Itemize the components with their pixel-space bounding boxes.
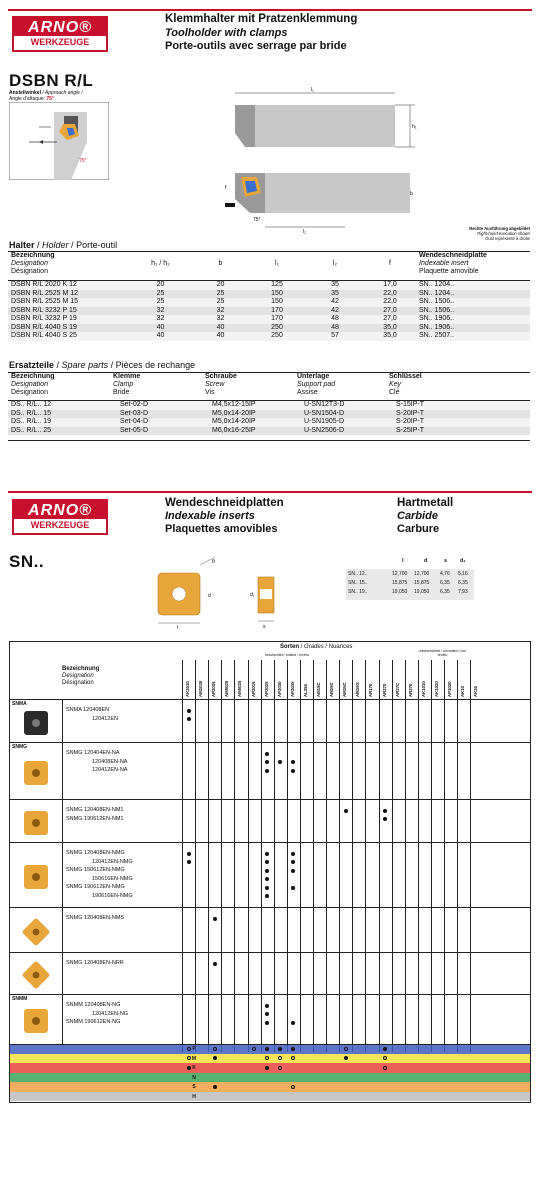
spare-rows xyxy=(8,400,530,435)
insert-icon xyxy=(24,811,48,835)
dim-cell: 19,050 xyxy=(414,589,430,595)
grade-dot xyxy=(213,917,217,921)
grade-header: AR370 xyxy=(407,683,413,697)
approach-angle: Anstellwinkel / Approach angle / Angle d'attaque: 75° xyxy=(9,90,83,102)
coated-label: beschichtet / coated / revêtu xyxy=(265,653,309,657)
iso-label: S xyxy=(192,1084,196,1090)
grade-header: AM35C xyxy=(342,682,348,697)
title-de: Klemmhalter mit Pratzenklemmung xyxy=(165,13,358,25)
grade-header: AR27C xyxy=(394,682,400,697)
insert-icon xyxy=(22,917,51,946)
title2-en: Indexable inserts xyxy=(165,510,255,522)
iso-label: H xyxy=(192,1093,196,1100)
holder-top-view xyxy=(215,85,420,165)
dim-cell: SN.. 15.. xyxy=(348,580,368,586)
insert-designation: SNMG 120408EN-NMG xyxy=(66,850,125,856)
insert-icon xyxy=(24,711,48,735)
iso-dot xyxy=(187,1047,191,1051)
holder-row: DSBN R/L 3232 P 19 32 32 170 48 27,0 SN.. 1906.. xyxy=(8,315,530,324)
iso-dot xyxy=(265,1066,269,1070)
holder-row: DSBN R/L 4040 S 25 40 40 250 57 35,0 SN.. 2507.. xyxy=(8,332,530,341)
svg-text:s: s xyxy=(263,624,266,630)
top-rule xyxy=(8,9,532,11)
insert-designation: SNMM 190612EN-NG xyxy=(66,1019,121,1025)
spare-table: Bezeichnung Designation Désignation Klemme Clamp Bride Schraube Screw Vis Unterlage Support pad Assise Schlüssel Key Clé xyxy=(11,373,422,396)
grade-dot xyxy=(383,809,387,813)
grade-dot xyxy=(291,869,295,873)
iso-band-s xyxy=(10,1082,530,1092)
grade-dot xyxy=(265,869,269,873)
dim-cell: 7,93 xyxy=(458,589,468,595)
spare-row: DS.. R/L.. 19 Set-04-D M5,0x14-20IP U-SN1905-D S-20IP-T xyxy=(8,418,530,427)
grade-header: AM35G xyxy=(355,682,361,697)
grade-header: AM2030 xyxy=(198,680,204,697)
grade-dot xyxy=(265,1021,269,1025)
iso-dot xyxy=(278,1047,282,1051)
iso-band-m xyxy=(10,1054,530,1064)
insert-designation: SNMG 190612EN-NM1 xyxy=(66,815,124,822)
grade-header: AP2015 xyxy=(250,681,256,697)
iso-label: N xyxy=(192,1074,196,1081)
model-code: DSBN R/L xyxy=(9,71,94,90)
insert-icon xyxy=(22,961,51,990)
grade-dot xyxy=(291,760,295,764)
dim-cell: 6,35 xyxy=(440,589,450,595)
insert-group-label: SNMA xyxy=(12,701,27,707)
grade-dot xyxy=(265,894,269,898)
iso-dot xyxy=(265,1047,269,1051)
iso-dot xyxy=(187,1056,191,1060)
grade-dot xyxy=(291,886,295,890)
holder-row: DSBN R/L 4040 S 19 40 40 250 48 35,0 SN.. 1906.. xyxy=(8,324,530,333)
title-en: Toolholder with clamps xyxy=(165,27,288,39)
dim-cell: SN.. 19.. xyxy=(348,589,368,595)
iso-dot xyxy=(344,1047,348,1051)
insert-designation: SNMG 120404EN-NA xyxy=(66,750,120,756)
material-de: Hartmetall xyxy=(397,497,454,509)
grade-header: AR170 xyxy=(368,683,374,697)
insert-designation: SNMG 190612EN-NMG xyxy=(66,884,125,890)
dim-cell: 15,875 xyxy=(392,580,408,586)
insert-designation: 120412EN-NG xyxy=(92,1010,129,1017)
grade-dot xyxy=(265,769,269,773)
iso-label: M xyxy=(191,1055,197,1062)
grade-header: AM15C xyxy=(316,682,321,697)
grade-header: AK10 xyxy=(460,686,466,697)
grade-dot xyxy=(187,852,191,856)
svg-text:75°: 75° xyxy=(79,158,87,164)
iso-band-k xyxy=(10,1063,530,1073)
spare-row: DS.. R/L.. 15 Set-03-D M5,0x14-20IP U-SN1504-D S-20IP-T xyxy=(8,410,530,419)
svg-text:l₁: l₁ xyxy=(311,87,314,93)
grade-dot xyxy=(265,886,269,890)
iso-dot xyxy=(213,1047,217,1051)
grade-dot xyxy=(265,1012,269,1016)
holder-row: DSBN R/L 3232 P 15 32 32 170 42 27,0 SN.. 1506.. xyxy=(8,307,530,316)
insert-icon xyxy=(24,761,48,785)
grade-header: AP2030 xyxy=(276,681,282,697)
dim-cell: 5,16 xyxy=(458,571,468,577)
dim-cell: 4,76 xyxy=(440,571,450,577)
insert-designation: 150616EN-NMG xyxy=(92,875,133,882)
insert-designation: 120412EN xyxy=(92,715,118,722)
insert-designation: 120412EN-NA xyxy=(92,767,128,773)
dim-cell: 19,050 xyxy=(392,589,408,595)
insert-designation: SNMM 120408EN-NG xyxy=(66,1002,121,1008)
svg-text:d₁: d₁ xyxy=(250,592,255,598)
grade-header: AM5020 xyxy=(224,680,230,697)
insert-designation: 120408EN-NA xyxy=(92,758,128,765)
iso-dot xyxy=(213,1085,217,1089)
insert-icon xyxy=(24,1009,48,1033)
grade-dot xyxy=(291,852,295,856)
grade-header: AM25C xyxy=(329,682,335,697)
title2-de: Wendeschneidplatten xyxy=(165,497,284,509)
title2-fr: Plaquettes amovibles xyxy=(165,523,278,535)
insert-icon xyxy=(24,865,48,889)
grade-dot xyxy=(265,1004,269,1008)
insert-designation: SNMG 120408EN-NMS xyxy=(66,915,125,921)
arno-logo-2: ARNO® WERKZEUGE xyxy=(12,499,108,535)
iso-dot xyxy=(383,1066,387,1070)
execution-note: Rechte Ausführung abgebildet Right-hand execution shown Outil représenté à droite xyxy=(469,226,530,241)
iso-dot xyxy=(383,1047,387,1051)
dim-cell: 6,35 xyxy=(458,580,468,586)
svg-text:d: d xyxy=(208,593,211,599)
spare-section-title: Ersatzteile / Spare parts / Pièces de rechange xyxy=(9,360,196,370)
grade-dot xyxy=(265,752,269,756)
holder-table: Bezeichnung Designation Désignation h₁ / h₂ b l₁ l₂ f Wendeschneidplatte Indexable insert Plaquette amovible xyxy=(11,252,487,275)
grade-header: AK20 xyxy=(473,686,479,697)
grade-header: AP2025 xyxy=(263,681,269,697)
insert-group-label: SNMM xyxy=(12,996,28,1002)
iso-label: P xyxy=(192,1046,196,1052)
dim-cell: 6,35 xyxy=(440,580,450,586)
insert-designation: SNMG 120408EN-NM1 xyxy=(66,807,124,813)
svg-text:θ: θ xyxy=(212,559,215,565)
grade-header: AK1020 xyxy=(433,681,439,697)
holder-row: DSBN R/L 2525 M 15 25 25 150 42 22,0 SN.. 1506.. xyxy=(8,298,530,307)
iso-dot xyxy=(278,1066,282,1070)
top-rule-2 xyxy=(8,491,532,493)
grade-header: AK2010 xyxy=(185,681,190,697)
insert-code: SN.. xyxy=(9,552,45,571)
grade-dot xyxy=(187,717,191,721)
grade-dot xyxy=(278,760,282,764)
grade-dot xyxy=(344,809,348,813)
insert-designation: SNMG 150612EN-NMG xyxy=(66,867,125,873)
iso-band-n xyxy=(10,1073,530,1083)
designation-header: Bezeichnung Designation Désignation xyxy=(62,666,100,686)
arno-logo: ARNO® WERKZEUGE xyxy=(12,16,108,52)
insert-group-label: SNMG xyxy=(12,744,27,750)
grade-dot xyxy=(291,769,295,773)
grade-dot xyxy=(383,817,387,821)
grade-dot xyxy=(265,860,269,864)
svg-text:h₁: h₁ xyxy=(412,124,417,130)
dim-cell: 15,875 xyxy=(414,580,430,586)
insert-designation: SNMA 120408EN xyxy=(66,707,110,713)
holder-row: DSBN R/L 2525 M 12 25 25 150 35 22,0 SN.. 1204.. xyxy=(8,290,530,299)
material-fr: Carbure xyxy=(397,523,440,535)
insert-dimension-table: l d s d₁ SN.. 12.. 12,700 12,700 4,76 5,16 SN.. 15.. 15,875 15,875 6,35 6,35 SN.. 19.. 19,050 19,050 6,35 7,93 xyxy=(346,555,474,600)
iso-band-h xyxy=(10,1092,530,1102)
grade-dot xyxy=(265,760,269,764)
svg-text:l₂: l₂ xyxy=(303,229,307,235)
holder-section-title: Halter / Holder / Porte-outil xyxy=(9,240,118,250)
grade-dot xyxy=(213,962,217,966)
svg-text:l: l xyxy=(177,625,179,630)
grade-header: AL355 xyxy=(302,684,308,697)
iso-dot xyxy=(187,1066,191,1070)
grade-dot xyxy=(187,709,191,713)
dim-cell: 12,700 xyxy=(414,571,430,577)
svg-text:b: b xyxy=(410,191,413,197)
iso-band-p xyxy=(10,1044,530,1054)
dim-cell: SN.. 12.. xyxy=(348,571,368,577)
insert-designation: SNMG 120408EN-NRR xyxy=(66,960,124,966)
grade-header: AK1010 xyxy=(420,681,426,697)
holder-side-view xyxy=(205,165,420,235)
grade-dot xyxy=(187,860,191,864)
grade-dot xyxy=(291,1021,295,1025)
holder-rows xyxy=(8,280,530,341)
grades-table xyxy=(9,641,531,1103)
grade-dot xyxy=(291,860,295,864)
uncoated-label: unbeschichtet / uncoated / non revêtu xyxy=(418,649,467,657)
svg-text:f: f xyxy=(225,185,227,191)
material-en: Carbide xyxy=(397,510,438,522)
holder-row: DSBN R/L 2020 K 12 20 20 125 35 17,0 SN.. 1204.. xyxy=(8,281,530,290)
grade-dot xyxy=(265,877,269,881)
sorten-header: Sorten / Grades / Nuances xyxy=(280,644,353,650)
spare-row: DS.. R/L.. 25 Set-05-D M6,0x16-25IP U-SN2506-D S-25IP-T xyxy=(8,427,530,436)
insert-drawing xyxy=(150,555,280,630)
iso-label: K xyxy=(192,1065,196,1071)
iso-dot xyxy=(252,1047,256,1051)
svg-text:75°: 75° xyxy=(253,217,261,223)
approach-angle-diagram xyxy=(9,102,109,180)
grade-header: AP2035 xyxy=(289,681,295,697)
insert-designation: 190616EN-NMG xyxy=(92,892,133,899)
grade-header: AP2035 xyxy=(211,681,217,697)
insert-designation: 120412EN-NMG xyxy=(92,858,133,865)
title-fr: Porte-outils avec serrage par bride xyxy=(165,40,347,52)
spare-row: DS.. R/L.. 12 Set-02-D M4,5x12-15IP U-SN12T3-D S-15IP-T xyxy=(8,401,530,410)
grade-header: AR270 xyxy=(381,683,387,697)
dim-cell: 12,700 xyxy=(392,571,408,577)
grade-dot xyxy=(265,852,269,856)
grade-header: AP1020 xyxy=(447,681,452,697)
grade-header: AM5025 xyxy=(237,680,243,697)
